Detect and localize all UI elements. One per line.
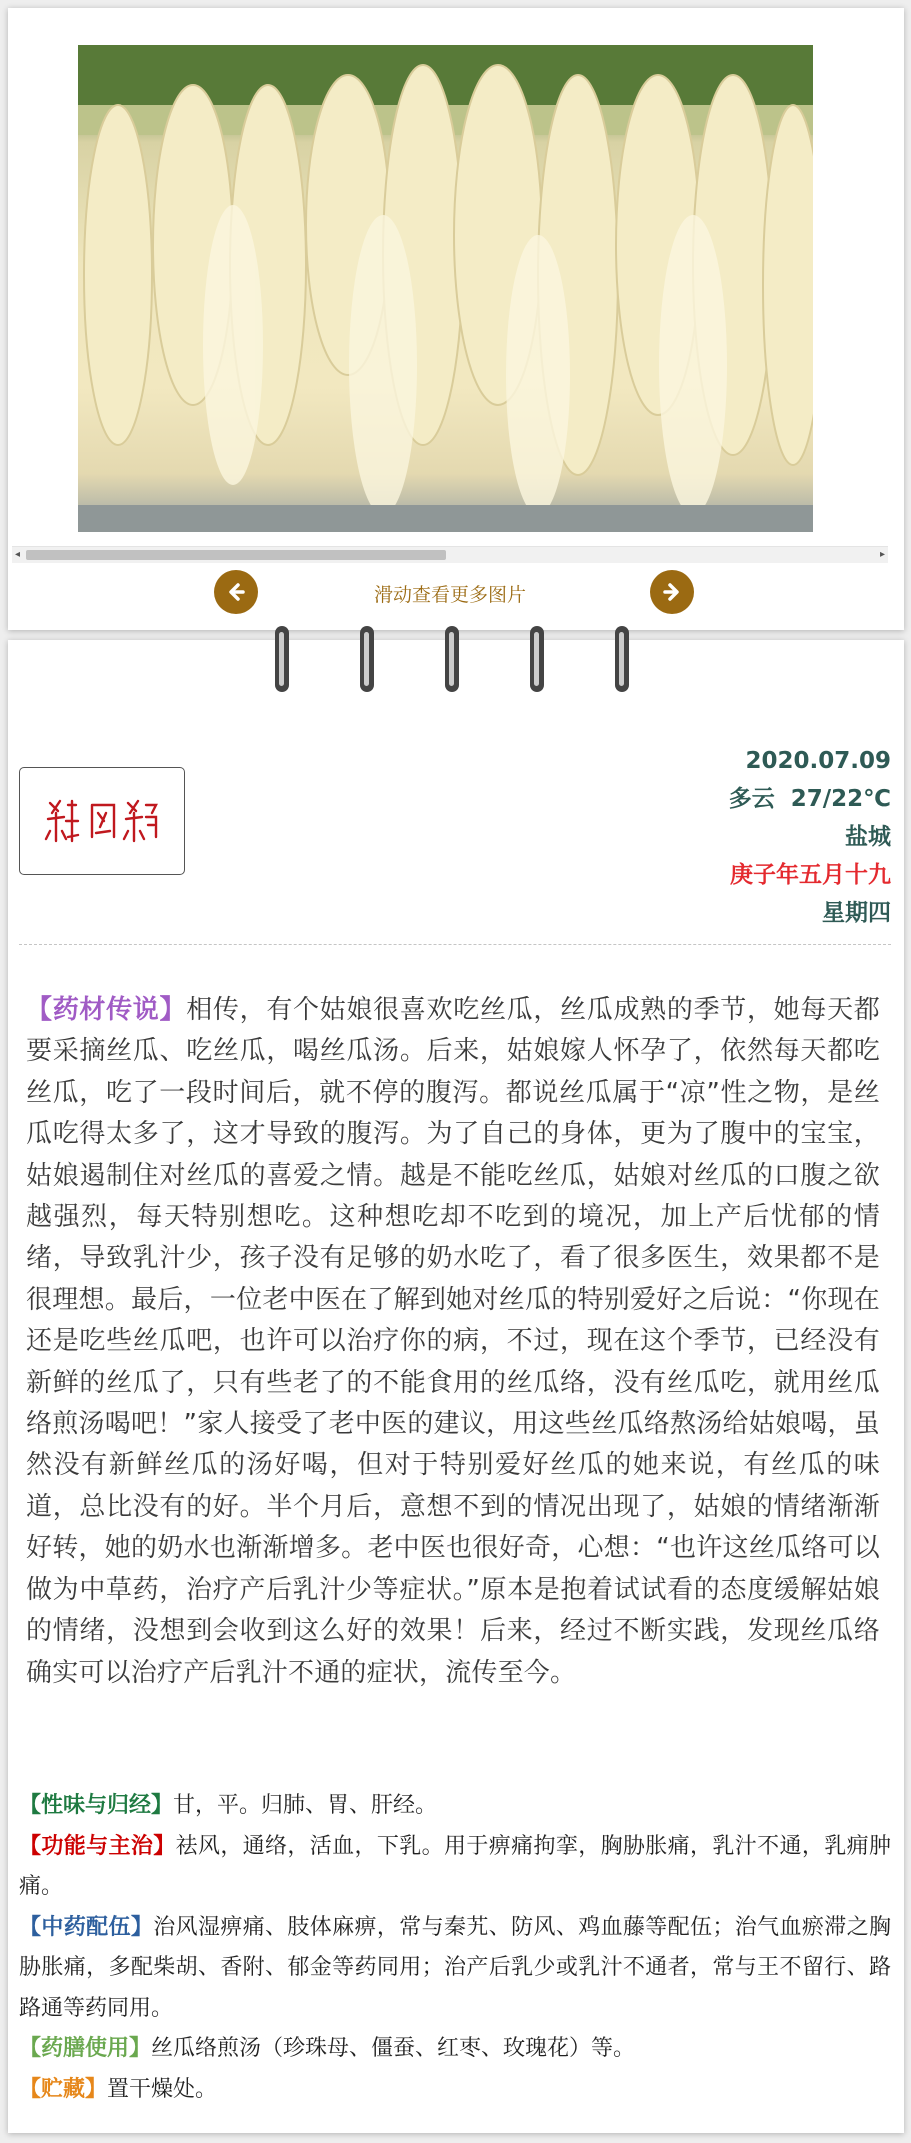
binder-ring-icon bbox=[439, 624, 465, 694]
dashed-divider bbox=[19, 944, 891, 945]
binder-ring-icon bbox=[354, 624, 380, 694]
property-text: 置干燥处。 bbox=[107, 2076, 218, 2102]
binder-rings bbox=[0, 620, 911, 700]
property-compatibility bbox=[19, 1908, 891, 2030]
scroll-left-arrow-icon[interactable]: ◂ bbox=[15, 549, 21, 560]
property-tag: 【中药配伍】 bbox=[19, 1914, 154, 1940]
scroll-right-arrow-icon[interactable]: ▸ bbox=[879, 549, 885, 560]
property-tag: 【药膳使用】 bbox=[19, 2036, 152, 2061]
property-text: 丝瓜络煎汤（珍珠母、僵蚕、红枣、玫瑰花）等。 bbox=[151, 2036, 636, 2061]
property-tag: 【功能与主治】 bbox=[19, 1833, 176, 1859]
gallery-scrollbar[interactable] bbox=[12, 546, 888, 563]
arrow-left-icon bbox=[224, 580, 248, 604]
property-function bbox=[19, 1827, 891, 1908]
legend-text: 相传，有个姑娘很喜欢吃丝瓜，丝瓜成熟的季节，她每天都要采摘丝瓜、吃丝瓜，喝丝瓜汤。后来，姑娘嫁人怀孕了，依然每天都吃丝瓜，吃了一段时间后，就不停的腹泻。都说丝瓜属于“凉”性之物，是丝瓜吃得太多了，这才导致的腹泻。为了自己的身体，更为了腹中的宝宝，姑娘遏制住对丝瓜的喜爱之情。越是不能吃丝瓜，姑娘对丝瓜的口腹之欲越强烈，每天特别想吃。这种想吃却不吃到的境况，加上产后忧郁的情绪，导致乳汁少，孩子没有足够的奶水吃了，看了很多医生，效果都不是很理想。最后，一位老中医在了解到她对丝瓜的特别爱好之后说：“你现在还是吃些丝瓜吧，也许可以治疗你的病，不过，现在这个季节，已经没有新鲜的丝瓜了，只有些老了的不能食用的丝瓜络，没有丝瓜吃，就用丝瓜络煎汤喝吧！”家人接受了老中医的建议，用这些丝瓜络熬汤给姑娘喝，虽然没有新鲜丝瓜的汤好喝，但对于特别爱好丝瓜的她来说，有丝瓜的味道，总比没有的好。半个月后，意想不到的情况出现了，姑娘的情绪渐渐好转，她的奶水也渐渐增多。老中医也很好奇，心想：“也许这丝瓜络可以做为中草药，治疗产后乳汁少等症状。”原本是抱着试试看的态度缓解姑娘的情绪，没想到会收到这么好的效果！后来，经过不断实践，发现丝瓜络确实可以治疗产后乳汁不通的症状，流传至今。 bbox=[26, 995, 880, 1688]
seal-calligraphy bbox=[42, 791, 162, 851]
loofah-photo-drawing bbox=[78, 45, 813, 532]
binder-ring-icon bbox=[524, 624, 550, 694]
binder-ring-icon bbox=[609, 624, 635, 694]
herb-name-seal bbox=[19, 767, 185, 875]
date-weather-block bbox=[729, 742, 891, 932]
loofah-photo[interactable] bbox=[78, 45, 813, 532]
prev-image-button[interactable] bbox=[214, 570, 258, 614]
herb-legend-paragraph bbox=[26, 990, 880, 1694]
weather-text: 多云 27/22℃ bbox=[728, 786, 891, 812]
arrow-right-icon bbox=[660, 580, 684, 604]
scroll-thumb[interactable] bbox=[26, 550, 446, 560]
herb-properties bbox=[19, 1786, 891, 2110]
property-text: 治风湿痹痛、肢体麻痹，常与秦艽、防风、鸡血藤等配伍；治气血瘀滞之胸胁胀痛，多配柴胡、香附、郁金等药同用；治产后乳少或乳汁不通者，常与王不留行、路路通等药同用。 bbox=[19, 1914, 891, 2021]
lunar-date-text: 庚子年五月十九 bbox=[730, 862, 891, 888]
binder-ring-icon bbox=[269, 624, 295, 694]
property-storage bbox=[19, 2070, 891, 2111]
legend-tag: 【药材传说】 bbox=[26, 995, 187, 1025]
property-tag: 【性味与归经】 bbox=[19, 1793, 174, 1818]
weekday-text: 星期四 bbox=[822, 900, 891, 926]
city-text: 盐城 bbox=[845, 824, 891, 850]
property-diet-use bbox=[19, 2029, 891, 2070]
property-text: 甘，平。归肺、胃、肝经。 bbox=[173, 1793, 438, 1818]
property-tag: 【贮藏】 bbox=[19, 2076, 108, 2102]
date-text: 2020.07.09 bbox=[745, 748, 891, 774]
property-nature bbox=[19, 1786, 891, 1827]
gallery-caption: 滑动查看更多图片 bbox=[373, 584, 526, 606]
property-text: 祛风，通络，活血，下乳。用于痹痛拘挛，胸胁胀痛，乳汁不通，乳痈肿痛。 bbox=[19, 1833, 891, 1899]
next-image-button[interactable] bbox=[650, 570, 694, 614]
